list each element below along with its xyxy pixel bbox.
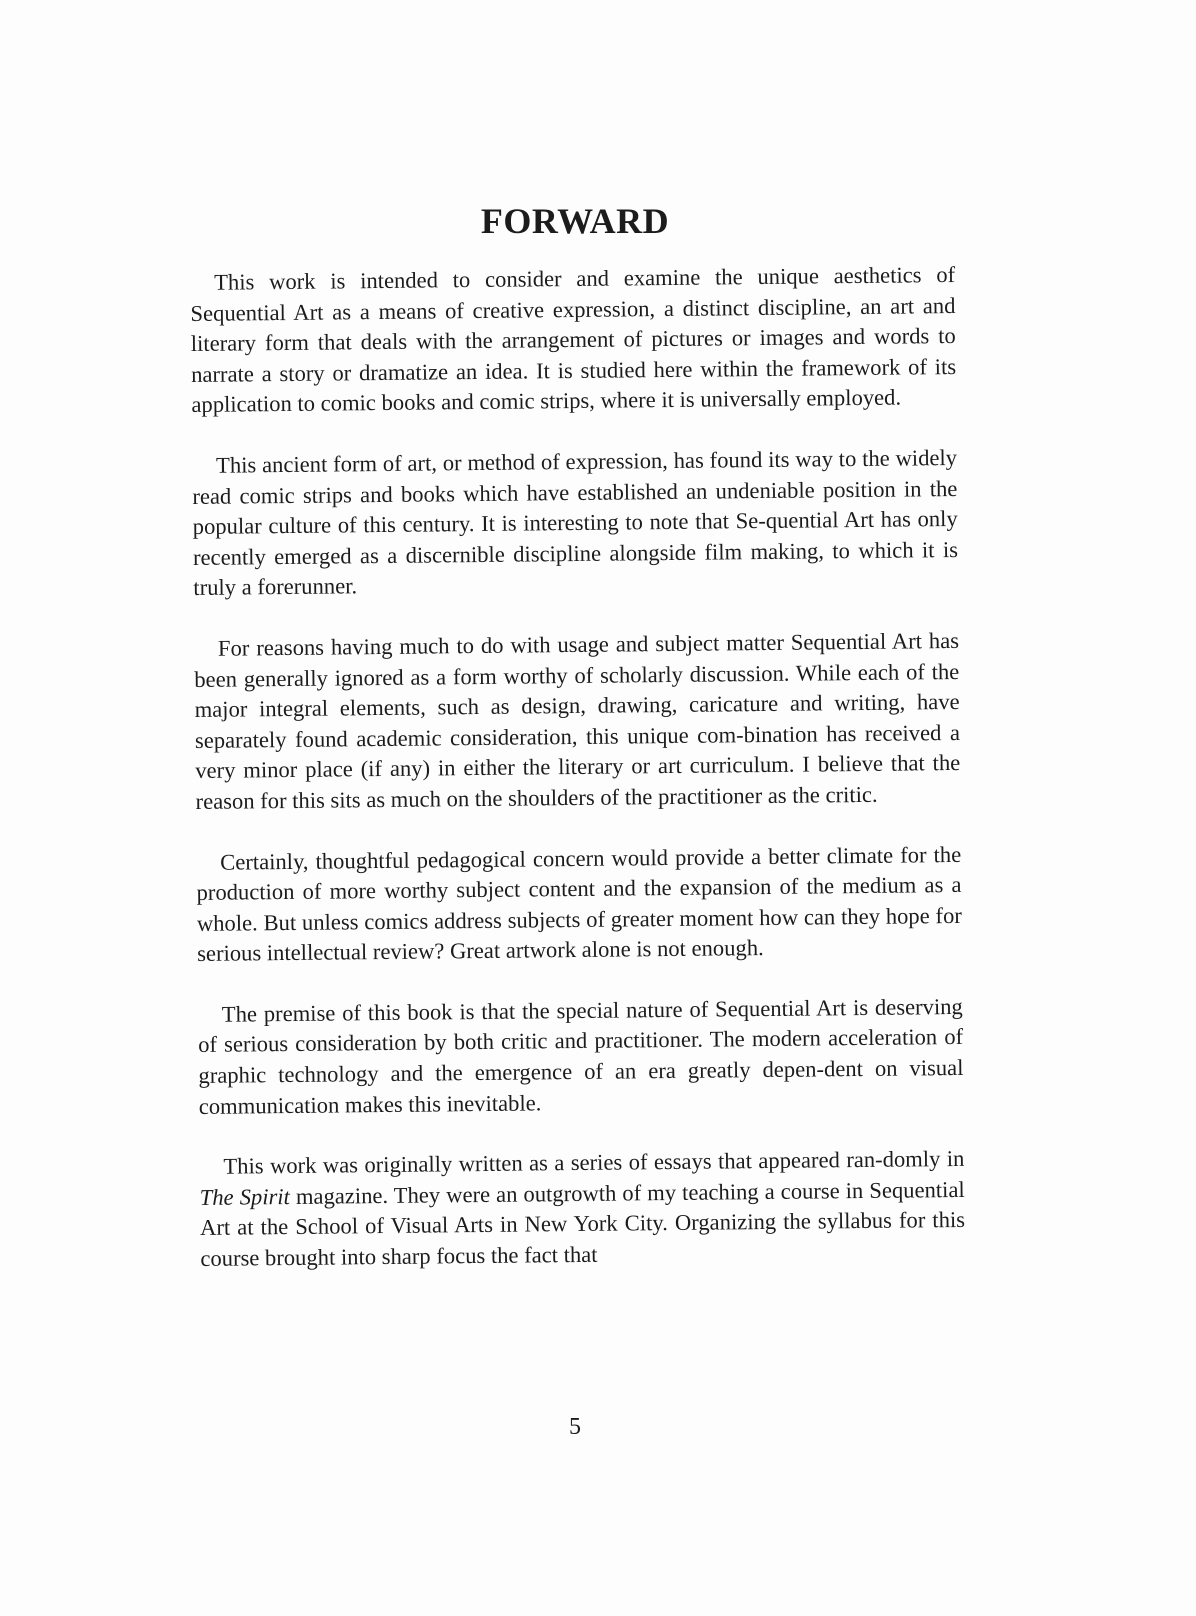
paragraph-6-end: magazine. They were an outgrowth of my teaching a course in Sequential Art at the School of Visual Arts in New York City. Organizing the syllabus for this course brought into sharp focus the fact that <box>199 1176 966 1271</box>
paragraph-2: This ancient form of art, or method of expression, has found its way to the widely read comic strips and books which have established an undeniable position in the popular culture of this century. It is interesting to note that Se-quential Art has only recently emerged as a discernible discipline alongside film making, to which it is truly a forerunner. <box>192 444 959 601</box>
magazine-title: The Spirit <box>199 1183 290 1210</box>
paragraph-6-start: This work was originally written as a series of essays that appeared ran-domly in <box>223 1146 965 1179</box>
paragraph-5: The premise of this book is that the special nature of Sequential Art is deserving of serious consideration by both critic and practitioner. The modern acceleration of graphic technology and the emergence of an era greatly depen-dent on visual communication makes this inevitable. <box>198 993 964 1119</box>
page-number: 5 <box>569 1414 581 1440</box>
body-text <box>190 260 966 1305</box>
page-title: FORWARD <box>480 201 670 241</box>
paragraph-1: This work is intended to consider and examine the unique aesthetics of Sequential Art as a means of creative expression, a distinct discipline, an art and literary form that deals with the arrangement of pictures or images and words to narrate a story or dramatize an idea. It is studied here within the framework of its application to comic books and comic strips, where it is universally employed. <box>190 261 957 418</box>
paragraph-4: Certainly, thoughtful pedagogical concern would provide a better climate for the production of more worthy subject content and the expansion of the medium as a whole. But unless comics address subjects of greater moment how can they hope for serious intellectual review? Great artwork alone is not enough. <box>196 841 962 967</box>
paragraph-3: For reasons having much to do with usage and subject matter Sequential Art has been generally ignored as a form worthy of scholarly discussion. While each of the major integral elements, such as design, drawing, caricature and writing, have separately found academic consideration, this unique com-bination has received a very minor place (if any) in either the literary or art curriculum. I believe that the reason for this sits as much on the shoulders of the practitioner as the critic. <box>194 627 961 814</box>
paragraph-6 <box>199 1144 965 1274</box>
